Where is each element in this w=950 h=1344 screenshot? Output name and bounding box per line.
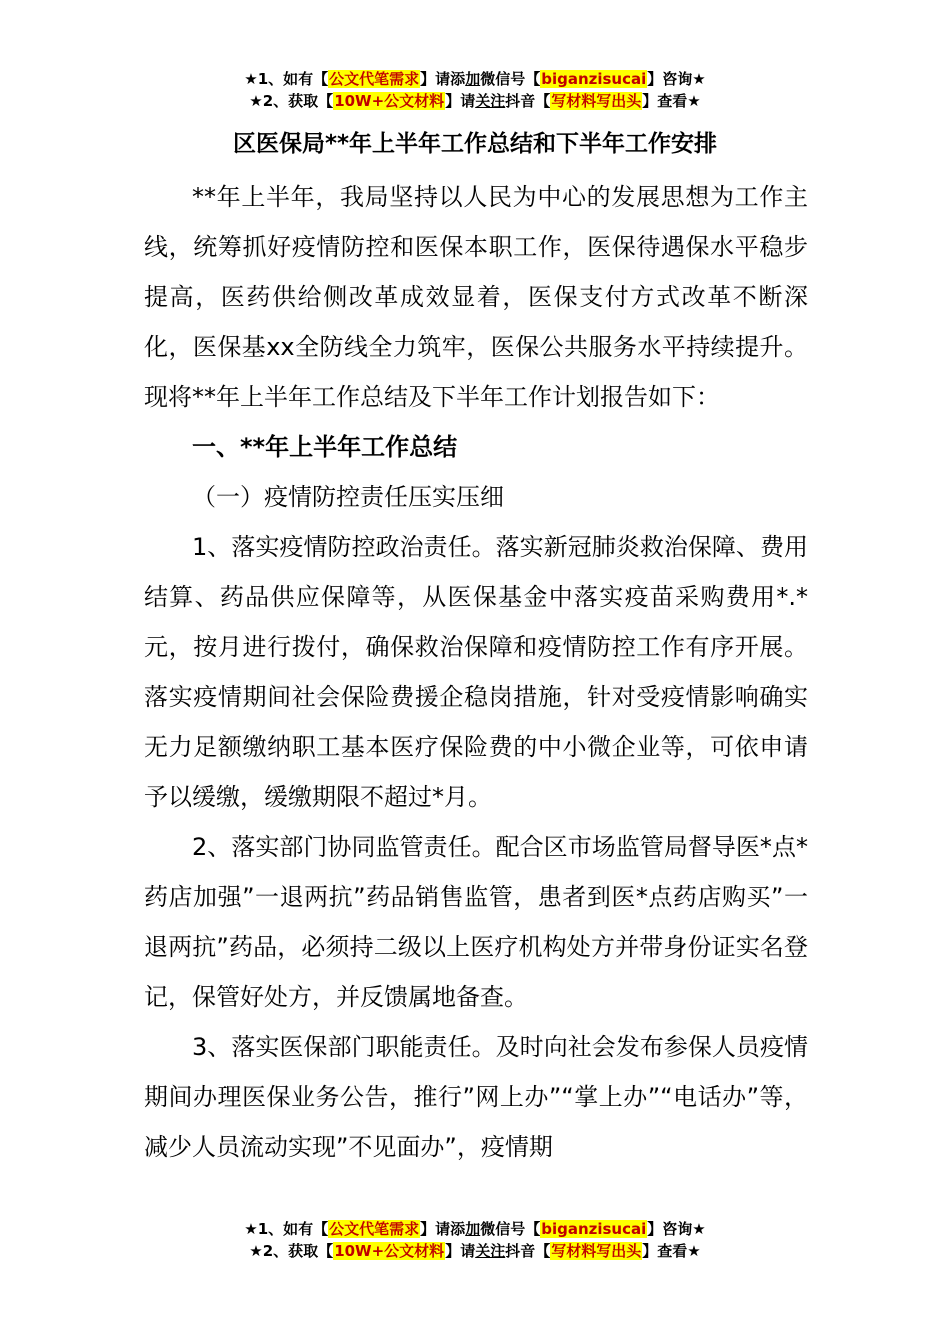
- promo-text: 】查看★: [642, 92, 701, 110]
- promo-text: 】请: [445, 1242, 476, 1260]
- document-body: [144, 172, 808, 1172]
- promo-line-2: [0, 1240, 950, 1262]
- section-heading: 一、**年上半年工作总结: [192, 433, 458, 461]
- promo-text: ★2、获取【: [249, 1242, 334, 1260]
- subsection-heading: （一）疫情防控责任压实压细: [192, 483, 504, 511]
- paragraph-item-1: 1、落实疫情防控政治责任。落实新冠肺炎救治保障、费用结算、药品供应保障等，从医保基金中落实疫苗采购费用*.*元，按月进行拨付，确保救治保障和疫情防控工作有序开展。落实疫情期间社会保险费援企稳岗措施，针对受疫情影响确实无力足额缴纳职工基本医疗保险费的中小微企业等，可依申请予以缓缴，缓缴期限不超过*月。: [144, 533, 808, 811]
- promo-line-1: [0, 68, 950, 90]
- promo-highlight: 公文代笔需求: [329, 1220, 420, 1238]
- promo-emphasis: 加: [465, 1220, 481, 1238]
- promo-text: ★1、如有【: [244, 70, 329, 88]
- promo-emphasis: 加: [465, 70, 481, 88]
- promo-text: 】请: [445, 92, 476, 110]
- promo-highlight: 10W+公文材料: [334, 92, 445, 110]
- promo-line-1: [0, 1218, 950, 1240]
- promo-text: ★2、获取【: [249, 92, 334, 110]
- promo-banner-bottom: [0, 1218, 950, 1262]
- promo-emphasis: 关注: [475, 92, 506, 110]
- promo-text: 】咨询★: [647, 1220, 706, 1238]
- promo-highlight: 写材料写出头: [551, 1242, 642, 1260]
- promo-line-2: [0, 90, 950, 112]
- promo-highlight: biganzisucai: [541, 70, 647, 88]
- promo-text: 】咨询★: [647, 70, 706, 88]
- promo-text: ★1、如有【: [244, 1220, 329, 1238]
- promo-text: 微信号【: [480, 1220, 541, 1238]
- promo-highlight: biganzisucai: [541, 1220, 647, 1238]
- promo-text: 微信号【: [480, 70, 541, 88]
- promo-text: 】请添: [420, 1220, 466, 1238]
- promo-text: 抖音【: [505, 92, 551, 110]
- intro-paragraph: **年上半年，我局坚持以人民为中心的发展思想为工作主线，统筹抓好疫情防控和医保本职工作，医保待遇保水平稳步提高，医药供给侧改革成效显着，医保支付方式改革不断深化，医保基xx全防线全力筑牢，医保公共服务水平持续提升。现将**年上半年工作总结及下半年工作计划报告如下：: [144, 183, 808, 411]
- document-title: 区医保局**年上半年工作总结和下半年工作安排: [232, 131, 718, 157]
- promo-text: 抖音【: [505, 1242, 551, 1260]
- promo-emphasis: 关注: [475, 1242, 506, 1260]
- promo-text: 】查看★: [642, 1242, 701, 1260]
- paragraph-item-2: 2、落实部门协同监管责任。配合区市场监管局督导医*点*药店加强”一退两抗”药品销售监管，患者到医*点药店购买”一退两抗”药品，必须持二级以上医疗机构处方并带身份证实名登记，保管好处方，并反馈属地备查。: [144, 833, 808, 1011]
- paragraph-item-3: 3、落实医保部门职能责任。及时向社会发布参保人员疫情期间办理医保业务公告，推行”网上办”“掌上办”“电话办”等，减少人员流动实现”不见面办”，疫情期: [144, 1033, 808, 1161]
- promo-highlight: 写材料写出头: [551, 92, 642, 110]
- promo-text: 】请添: [420, 70, 466, 88]
- promo-banner-top: [0, 68, 950, 112]
- promo-highlight: 10W+公文材料: [334, 1242, 445, 1260]
- promo-highlight: 公文代笔需求: [329, 70, 420, 88]
